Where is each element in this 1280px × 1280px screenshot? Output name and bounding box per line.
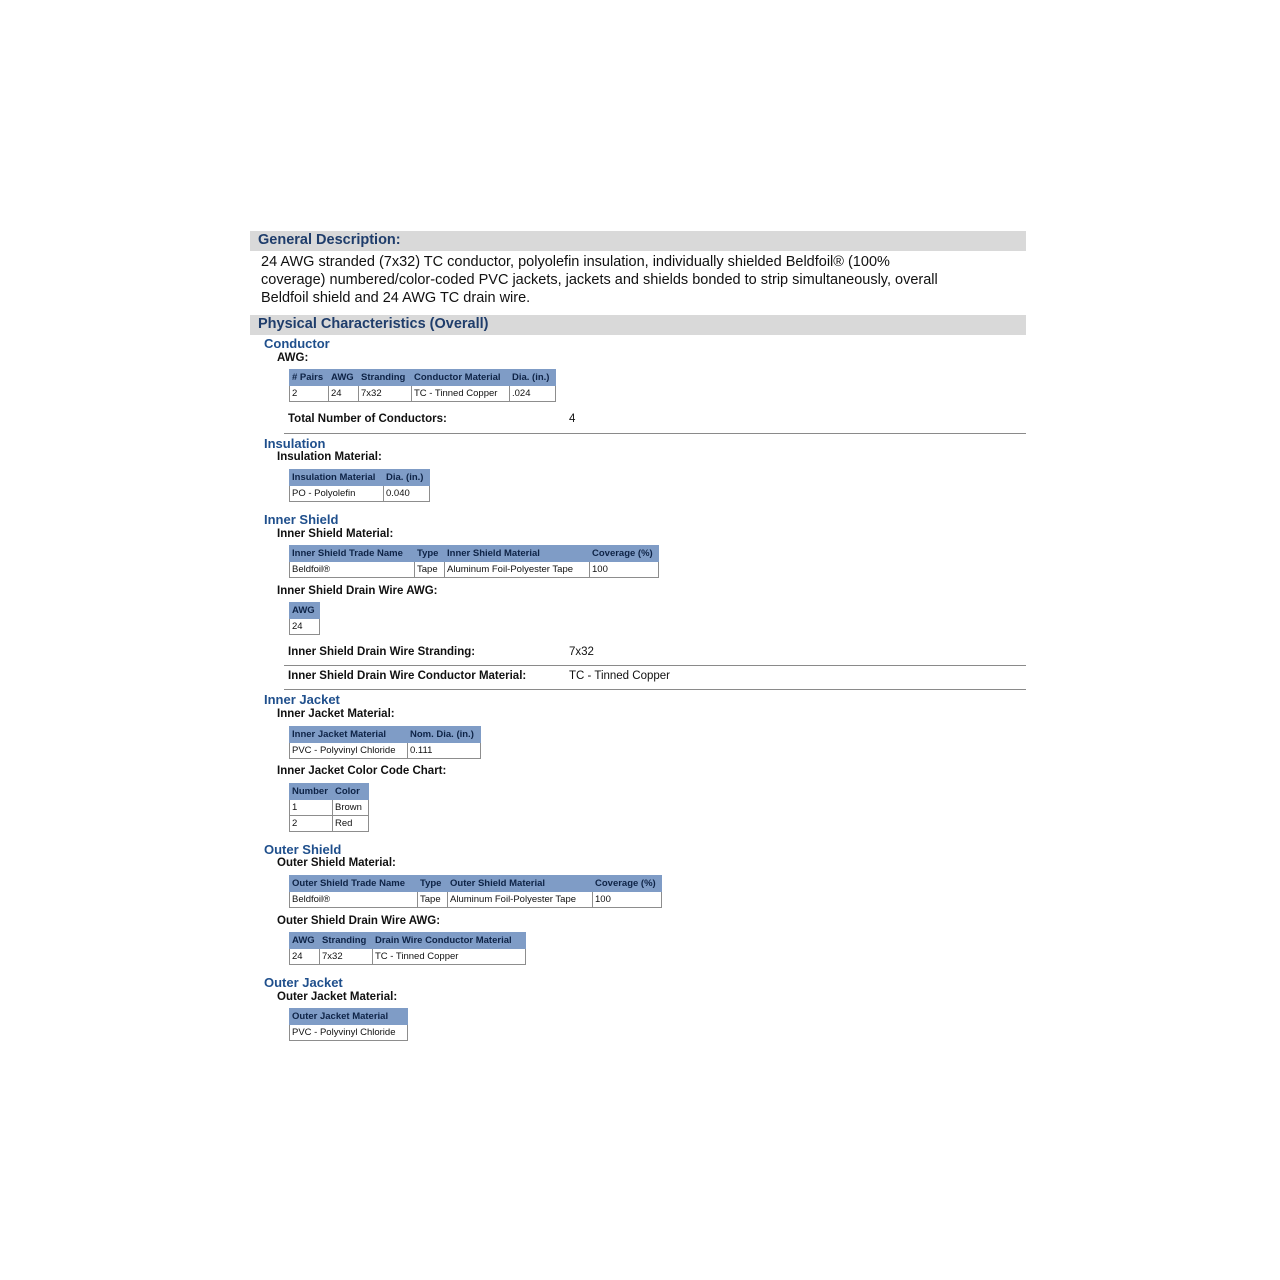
table-header: Outer Shield Trade Name [290,876,418,892]
table-cell: PVC - Polyvinyl Chloride [290,1025,408,1041]
general-description-heading: General Description: [258,232,401,248]
table-cell: 7x32 [320,949,373,965]
inner-jacket-heading: Inner Jacket [264,692,340,707]
table-header: Type [418,876,448,892]
table-row [290,892,662,908]
outer-jacket-material-label: Outer Jacket Material: [277,991,398,1003]
divider [284,665,1026,666]
table-header: AWG [290,933,320,949]
general-description-bar [250,231,1026,251]
description-line: 24 AWG stranded (7x32) TC conductor, polyolefin insulation, individually shielded Beldfoil® (100% [261,254,890,270]
table-row [290,1025,408,1041]
inner-shield-stranding-value: 7x32 [569,646,594,658]
table-header: Number [290,784,333,800]
table-row [290,816,369,832]
table-header: Outer Jacket Material [290,1009,408,1025]
inner-jacket-material-label: Inner Jacket Material: [277,708,395,720]
table-row [290,386,556,402]
table-header: AWG [290,603,320,619]
table-cell: Brown [333,800,369,816]
color-code-table [289,783,369,832]
table-row [290,800,369,816]
table-header: # Pairs [290,370,329,386]
table-cell: 0.111 [408,743,481,759]
table-cell: 100 [590,562,659,578]
conductor-heading: Conductor [264,336,330,351]
table-header: AWG [329,370,359,386]
table-cell: PO - Polyolefin [290,486,384,502]
outer-jacket-heading: Outer Jacket [264,975,343,990]
table-cell: 7x32 [359,386,412,402]
table-header: Nom. Dia. (in.) [408,727,481,743]
table-cell: 24 [290,619,320,635]
table-cell: Aluminum Foil-Polyester Tape [445,562,590,578]
table-cell: 0.040 [384,486,430,502]
table-cell: 1 [290,800,333,816]
table-cell: TC - Tinned Copper [373,949,526,965]
divider [284,689,1026,690]
table-header: Inner Shield Trade Name [290,546,415,562]
conductor-awg-label: AWG: [277,352,309,364]
table-header: Conductor Material [412,370,510,386]
inner-jacket-color-label: Inner Jacket Color Code Chart: [277,765,447,777]
table-cell: 2 [290,386,329,402]
table-header: Coverage (%) [593,876,662,892]
inner-shield-table [289,545,659,578]
table-row [290,562,659,578]
outer-shield-heading: Outer Shield [264,842,342,857]
outer-shield-drain-table [289,932,526,965]
table-cell: Beldfoil® [290,562,415,578]
table-cell: .024 [510,386,556,402]
table-header: Insulation Material [290,470,384,486]
table-header: Coverage (%) [590,546,659,562]
table-cell: Beldfoil® [290,892,418,908]
outer-shield-table [289,875,662,908]
inner-shield-material-label: Inner Shield Material: [277,528,394,540]
table-cell: 2 [290,816,333,832]
divider [284,433,1026,434]
table-cell: Red [333,816,369,832]
table-row [290,743,481,759]
insulation-table [289,469,430,502]
inner-jacket-table [289,726,481,759]
insulation-material-label: Insulation Material: [277,451,382,463]
table-cell: Aluminum Foil-Polyester Tape [448,892,593,908]
inner-shield-drain-awg-label: Inner Shield Drain Wire AWG: [277,585,438,597]
table-header: Inner Shield Material [445,546,590,562]
table-header: Inner Jacket Material [290,727,408,743]
table-cell: Tape [418,892,448,908]
table-row [290,949,526,965]
conductor-table [289,369,556,402]
general-description-text [261,253,981,307]
table-cell: 24 [329,386,359,402]
outer-shield-drain-label: Outer Shield Drain Wire AWG: [277,915,441,927]
inner-shield-conductor-label: Inner Shield Drain Wire Conductor Material: [288,670,527,682]
table-row [290,486,430,502]
table-header: Type [415,546,445,562]
table-header: Drain Wire Conductor Material [373,933,526,949]
table-cell: 100 [593,892,662,908]
table-cell: PVC - Polyvinyl Chloride [290,743,408,759]
total-conductors-label: Total Number of Conductors: [288,413,447,425]
insulation-heading: Insulation [264,436,326,451]
table-header: Stranding [320,933,373,949]
outer-shield-material-label: Outer Shield Material: [277,857,396,869]
table-header: Stranding [359,370,412,386]
table-row [290,619,320,635]
table-cell: 24 [290,949,320,965]
inner-shield-conductor-value: TC - Tinned Copper [569,670,670,682]
table-header: Outer Shield Material [448,876,593,892]
inner-shield-stranding-label: Inner Shield Drain Wire Stranding: [288,646,476,658]
physical-characteristics-heading: Physical Characteristics (Overall) [258,316,489,332]
table-header: Dia. (in.) [510,370,556,386]
inner-shield-drain-table [289,602,320,635]
outer-jacket-table [289,1008,408,1041]
table-cell: TC - Tinned Copper [412,386,510,402]
table-header: Dia. (in.) [384,470,430,486]
total-conductors-value: 4 [569,413,576,425]
description-line: Beldfoil shield and 24 AWG TC drain wire. [261,290,531,306]
table-header: Color [333,784,369,800]
table-cell: Tape [415,562,445,578]
description-line: coverage) numbered/color-coded PVC jackets, jackets and shields bonded to strip simultaneously, overall [261,272,938,288]
physical-characteristics-bar [250,315,1026,335]
inner-shield-heading: Inner Shield [264,512,339,527]
